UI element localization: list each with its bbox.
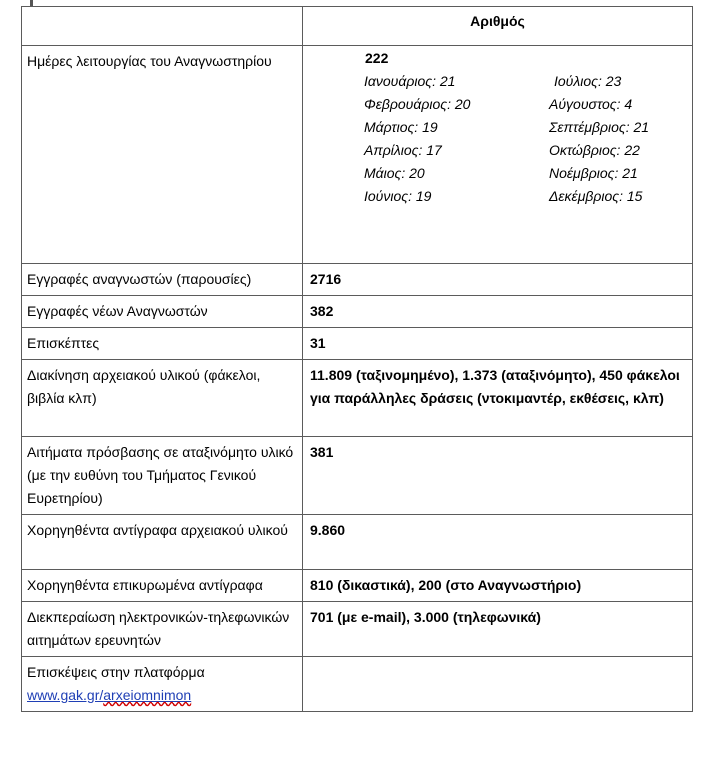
table-row-operating-days xyxy=(22,46,693,264)
visitors-value-cell xyxy=(303,328,693,360)
platform-visits-label: Επισκέψεις στην πλατφόρμα xyxy=(27,664,205,680)
platform-link[interactable] xyxy=(27,687,191,703)
month-january: Ιανουάριος: 21 xyxy=(364,73,456,89)
copies-issued-value-cell xyxy=(303,515,693,570)
certified-copies-value: 810 (δικαστικά), 200 (στο Αναγνωστήριο) xyxy=(310,577,582,593)
new-readers-value-cell xyxy=(303,296,693,328)
value-column-header-text: Αριθμός xyxy=(470,13,525,29)
electronic-requests-label: Διεκπεραίωση ηλεκτρονικών-τηλεφωνικών αιτημάτων ερευνητών xyxy=(27,609,290,648)
month-december: Δεκέμβριος: 15 xyxy=(549,188,643,204)
copies-issued-label-cell xyxy=(22,515,303,570)
electronic-requests-label-cell xyxy=(22,602,303,657)
access-requests-value: 381 xyxy=(310,444,334,460)
electronic-requests-value-cell xyxy=(303,602,693,657)
platform-visits-value-cell xyxy=(303,657,693,712)
operating-days-label-cell xyxy=(22,46,303,264)
table-row-platform-visits xyxy=(22,657,693,712)
month-november: Νοέμβριος: 21 xyxy=(549,165,638,181)
material-circulation-label: Διακίνηση αρχειακού υλικού (φάκελοι, βιβλία κλπ) xyxy=(27,367,261,406)
table-row-visitors xyxy=(22,328,693,360)
platform-visits-label-block xyxy=(22,657,302,711)
platform-visits-value xyxy=(303,657,692,665)
month-february: Φεβρουάριος: 20 xyxy=(364,96,471,112)
platform-link-suffix: arxeiomnimon xyxy=(103,687,192,703)
certified-copies-value-cell xyxy=(303,570,693,602)
month-march: Μάρτιος: 19 xyxy=(364,119,438,135)
month-april: Απρίλιος: 17 xyxy=(364,142,442,158)
monthly-days-grid xyxy=(303,70,692,208)
table-header-row xyxy=(22,7,693,46)
access-requests-value-cell xyxy=(303,437,693,515)
operating-days-label: Ημέρες λειτουργίας του Αναγνωστηρίου xyxy=(27,53,272,69)
month-august: Αύγουστος: 4 xyxy=(549,96,633,112)
copies-issued-label: Χορηγηθέντα αντίγραφα αρχειακού υλικού xyxy=(27,522,288,538)
copies-issued-value: 9.860 xyxy=(310,522,346,538)
material-circulation-value-cell xyxy=(303,360,693,437)
operating-days-total: 222 xyxy=(365,50,389,66)
table-row-access-requests xyxy=(22,437,693,515)
visitors-label: Επισκέπτες xyxy=(27,335,100,351)
platform-link-prefix: www.gak.gr/ xyxy=(27,687,104,703)
reader-registrations-value-cell xyxy=(303,264,693,296)
table-row-copies-issued xyxy=(22,515,693,570)
visitors-value: 31 xyxy=(310,335,326,351)
reader-registrations-label-cell xyxy=(22,264,303,296)
month-june: Ιούνιος: 19 xyxy=(364,188,432,204)
month-september: Σεπτέμβριος: 21 xyxy=(549,119,650,135)
value-column-header xyxy=(303,7,693,46)
reader-registrations-label: Εγγραφές αναγνωστών (παρουσίες) xyxy=(27,271,252,287)
table-row-new-readers xyxy=(22,296,693,328)
table-row-material-circulation xyxy=(22,360,693,437)
new-readers-label-cell xyxy=(22,296,303,328)
month-july: Ιούλιος: 23 xyxy=(554,73,622,89)
new-readers-label: Εγγραφές νέων Αναγνωστών xyxy=(27,303,208,319)
month-may: Μάιος: 20 xyxy=(364,165,425,181)
certified-copies-label-cell xyxy=(22,570,303,602)
visitors-label-cell xyxy=(22,328,303,360)
table-row-electronic-requests xyxy=(22,602,693,657)
operating-days-value-cell xyxy=(303,46,693,264)
access-requests-label: Αιτήματα πρόσβασης σε αταξινόμητο υλικό (με την ευθύνη του Τμήματος Γενικού Ευρετηρίου) xyxy=(27,444,294,506)
table-row-certified-copies xyxy=(22,570,693,602)
month-october: Οκτώβριος: 22 xyxy=(549,142,640,158)
statistics-table xyxy=(21,6,693,712)
certified-copies-label: Χορηγηθέντα επικυρωμένα αντίγραφα xyxy=(27,577,263,593)
access-requests-label-cell xyxy=(22,437,303,515)
table-row-reader-registrations xyxy=(22,264,693,296)
platform-visits-label-cell xyxy=(22,657,303,712)
label-column-header xyxy=(22,7,303,46)
material-circulation-label-cell xyxy=(22,360,303,437)
material-circulation-value: 11.809 (ταξινομημένο), 1.373 (αταξινόμητο), 450 φάκελοι για παράλληλες δράσεις (ντοκιμαντέρ, εκθέσεις, κλπ) xyxy=(310,367,680,406)
electronic-requests-value: 701 (με e-mail), 3.000 (τηλεφωνικά) xyxy=(310,609,541,625)
new-readers-value: 382 xyxy=(310,303,334,319)
reader-registrations-value: 2716 xyxy=(310,271,342,287)
